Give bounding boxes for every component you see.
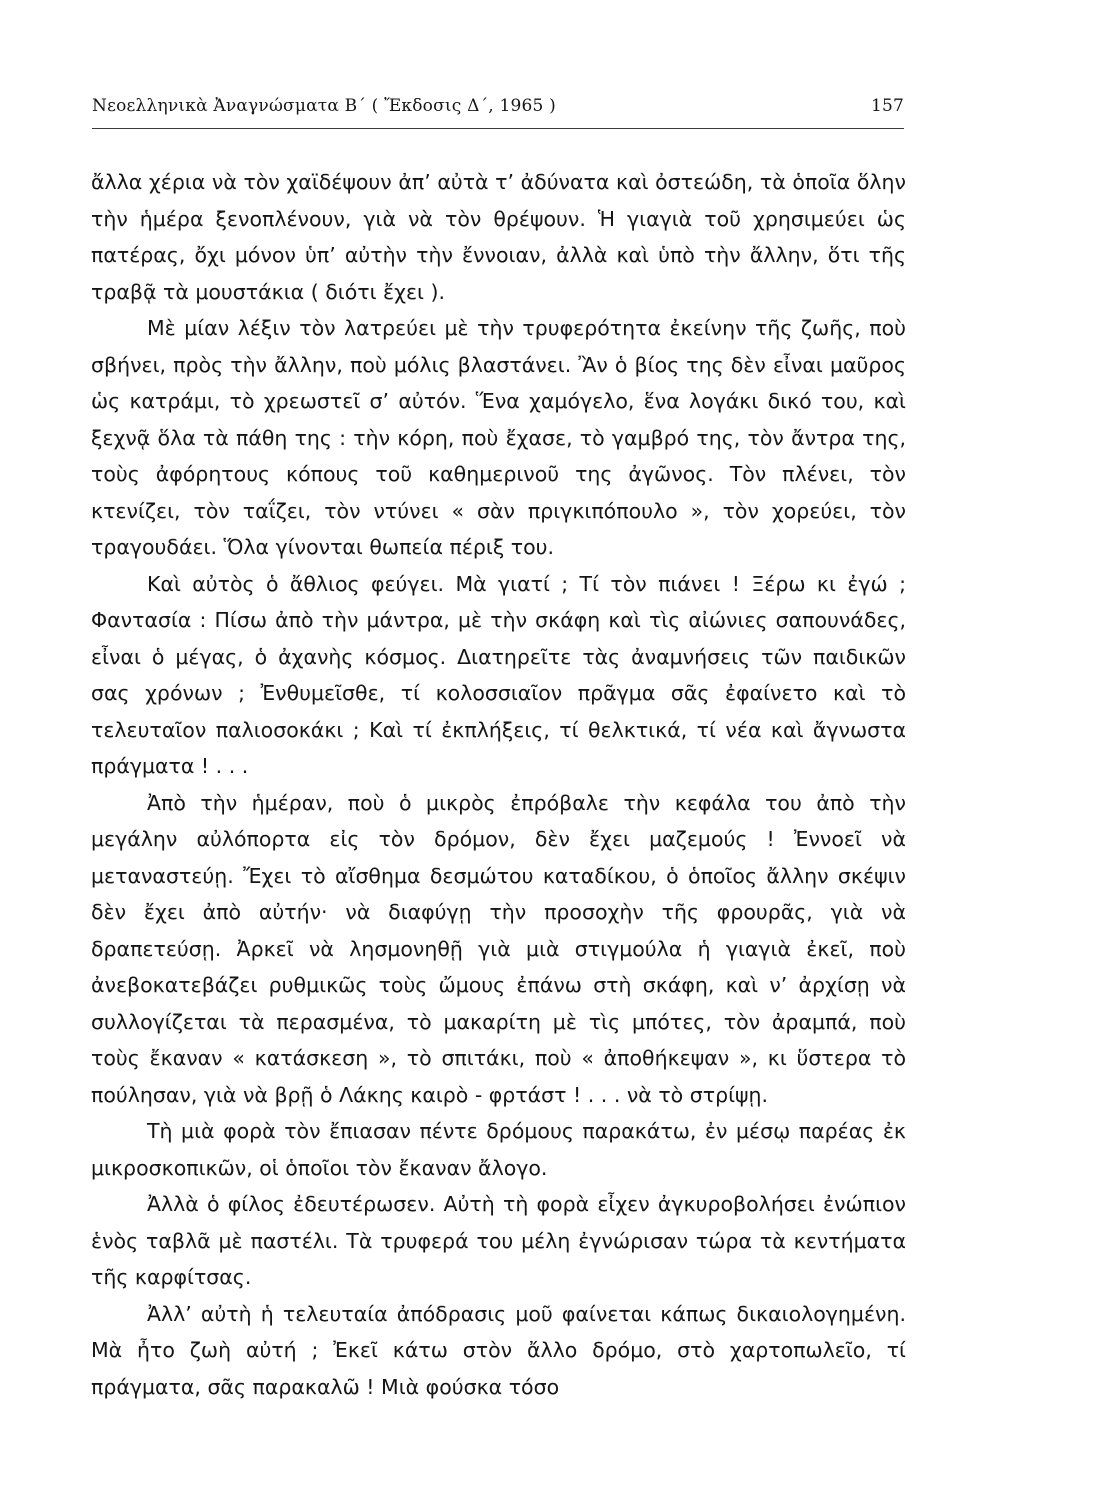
running-header xyxy=(92,92,904,129)
page-number: 157 xyxy=(870,96,904,116)
paragraph-4: Ἀπὸ τὴν ἡμέραν, ποὺ ὁ μικρὸς ἐπρόβαλε τὴν κεφάλα του ἀπὸ τὴν μεγάλην αὐλόπορτα εἰς τὸν δρόμον, δὲν ἔχει μαζεμούς ! Ἐννοεῖ νὰ μεταναστεύῃ. Ἔχει τὸ αἴσθημα δεσμώτου καταδίκου, ὁ ὁποῖος ἄλλην σκέψιν δὲν ἔχει ἀπὸ αὐτήν· νὰ διαφύγῃ τὴν προσοχὴν τῆς φρουρᾶς, γιὰ νὰ δραπετεύσῃ. Ἀρκεῖ νὰ λησμονηθῇ γιὰ μιὰ στιγμούλα ἡ γιαγιὰ ἐκεῖ, ποὺ ἀνεβοκατεβάζει ρυθμικῶς τοὺς ὤμους ἐπάνω στὴ σκάφη, καὶ ν’ ἀρχίσῃ νὰ συλλογίζεται τὰ περασμένα, τὸ μακαρίτη μὲ τὶς μπότες, τὸν ἀραμπά, ποὺ τοὺς ἔκαναν « κατάσκεση », τὸ σπιτάκι, ποὺ « ἀποθήκεψαν », κι ὕστερα τὸ πούλησαν, γιὰ νὰ βρῇ ὁ Λάκης καιρὸ - φρτάστ ! . . . νὰ τὸ στρίψῃ. xyxy=(91,790,906,1107)
paragraph-1: ἄλλα χέρια νὰ τὸν χαϊδέψουν ἀπ’ αὐτὰ τ’ ἀδύνατα καὶ ὀστεώδη, τὰ ὁποῖα ὅλην τὴν ἡμέρα ξενοπλένουν, γιὰ νὰ τὸν θρέψουν. Ἡ γιαγιὰ τοῦ χρησιμεύει ὡς πατέρας, ὄχι μόνον ὑπ’ αὐτὴν τὴν ἔννοιαν, ἀλλὰ καὶ ὑπὸ τὴν ἄλλην, ὅτι τῆς τραβᾷ τὰ μουστάκια ( διότι ἔχει ). xyxy=(91,170,906,304)
body-text xyxy=(91,164,906,1405)
paragraph-3: Καὶ αὐτὸς ὁ ἄθλιος φεύγει. Μὰ γιατί ; Τί τὸν πιάνει ! Ξέρω κι ἐγώ ; Φαντασία : Πίσω ἀπὸ τὴν μάντρα, μὲ τὴν σκάφη καὶ τὶς αἰώνιες σαπουνάδες, εἶναι ὁ μέγας, ὁ ἀχανὴς κόσμος. Διατηρεῖτε τὰς ἀναμνήσεις τῶν παιδικῶν σας χρόνων ; Ἐνθυμεῖσθε, τί κολοσσιαῖον πρᾶγμα σᾶς ἐφαίνετο καὶ τὸ τελευταῖον παλιοσοκάκι ; Καὶ τί ἐκπλήξεις, τί θελκτικά, τί νέα καὶ ἄγνωστα πράγματα ! . . . xyxy=(91,571,906,778)
paragraph-7: Ἀλλ’ αὐτὴ ἡ τελευταία ἀπόδρασις μοῦ φαίνεται κάπως δικαιολογημένη. Μὰ ἦτο ζωὴ αὐτή ; Ἐκεῖ κάτω στὸν ἄλλο δρόμο, στὸ χαρτοπωλεῖο, τί πράγματα, σᾶς παρακαλῶ ! Μιὰ φούσκα τόσο xyxy=(91,1301,906,1399)
paragraph-5: Τὴ μιὰ φορὰ τὸν ἔπιασαν πέντε δρόμους παρακάτω, ἐν μέσῳ παρέας ἐκ μικροσκοπικῶν, οἱ ὁποῖοι τὸν ἔκαναν ἄλογο. xyxy=(91,1119,906,1180)
running-title: Νεοελληνικὰ Ἀναγνώσματα Β΄ ( Ἔκδοσις Δ΄, 1965 ) xyxy=(92,96,556,116)
paragraph-6: Ἀλλὰ ὁ φίλος ἐδευτέρωσεν. Αὐτὴ τὴ φορὰ εἶχεν ἀγκυροβολήσει ἐνώπιον ἑνὸς ταβλᾶ μὲ παστέλι. Τὰ τρυφερά του μέλη ἐγνώρισαν τώρα τὰ κεντήματα τῆς καρφίτσας. xyxy=(91,1192,906,1289)
paragraph-2: Μὲ μίαν λέξιν τὸν λατρεύει μὲ τὴν τρυφερότητα ἐκείνην τῆς ζωῆς, ποὺ σβήνει, πρὸς τὴν ἄλλην, ποὺ μόλις βλαστάνει. Ἂν ὁ βίος της δὲν εἶναι μαῦρος ὡς κατράμι, τὸ χρεωστεῖ σ’ αὐτόν. Ἕνα χαμόγελο, ἕνα λογάκι δικό του, καὶ ξεχνᾷ ὅλα τὰ πάθη της : τὴν κόρη, ποὺ ἔχασε, τὸ γαμβρό της, τὸν ἄντρα της, τοὺς ἀφόρητους κόπους τοῦ καθημερινοῦ της ἀγῶνος. Τὸν πλένει, τὸν κτενίζει, τὸν ταΐζει, τὸν ντύνει « σὰν πριγκιπόπουλο », τὸν χορεύει, τὸν τραγουδάει. Ὅλα γίνονται θωπεία πέριξ του. xyxy=(91,316,906,559)
